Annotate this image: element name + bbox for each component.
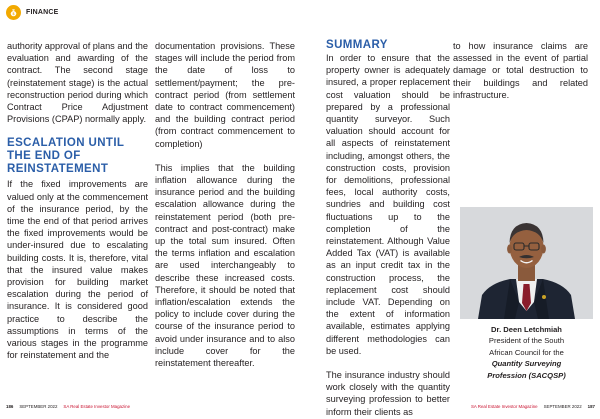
footer-date: SEPTEMBER 2022 bbox=[19, 404, 58, 409]
footer-right bbox=[471, 404, 595, 409]
section-heading-summary: SUMMARY bbox=[326, 39, 388, 51]
caption-name: Dr. Deen Letchmiah bbox=[491, 325, 562, 334]
article-column-3 bbox=[326, 52, 450, 418]
footer-date: SEPTEMBER 2022 bbox=[543, 404, 582, 409]
section-heading-escalation: ESCALATION UNTIL THE END OF REINSTATEMENT bbox=[7, 137, 125, 176]
paragraph: The insurance industry should work closely with the quantity surveying profession to better inform their clients as bbox=[326, 370, 450, 417]
footer-left bbox=[6, 404, 130, 409]
paragraph: authority approval of plans and the evaluation and awarding of the contract. The second stage (reinstatement stage) is the actual reconstruction period during which Contract Price Adjustment Provisions (CPAP) normally apply. bbox=[7, 41, 148, 125]
paragraph: If the fixed improvements are valued only at the commencement of the insurance period, by the time the end of that period arrives the fixed improvements would be under-insured due to escalating building costs. It is, therefore, vital that the insured value makes provision for building market escalation during the period of insurance. It is considered good practice to describe the assumptions in terms of the various stages in the programme for reinstatement and the bbox=[7, 179, 148, 361]
caption-organisation-line: Profession (SACQSP) bbox=[487, 370, 566, 380]
caption-role-line: President of the South bbox=[488, 336, 565, 346]
section-tag bbox=[6, 5, 59, 20]
caption-role-line: African Council for the bbox=[489, 347, 564, 357]
section-label: FINANCE bbox=[26, 9, 59, 16]
paragraph: documentation provisions. These stages will include the period from the date of loss to settlement/payment; the pre-contract period (from settlement date to contract commencement) and the building contract period (from contract commencement to completion) bbox=[155, 41, 295, 149]
paragraph: In order to ensure that the property owner is adequately insured, a proper replacement cost valuation should be prepared by a professional quantity surveyor. Such valuation should account for all aspects of reinstatement including, amongst others, the construction costs, provision for demolitions, professional fees, local authority costs, sundries and building cost fluctuations up to the completion of the reinstatement. Although Value Added Tax (VAT) is available as an input credit tax in the construction process, the replacement cost should include VAT. Depending on the extent of information available, estimates applying different methodologies can be used. bbox=[326, 53, 450, 356]
photo-caption bbox=[460, 324, 593, 381]
page-number: 186 bbox=[6, 404, 14, 409]
paragraph: to how insurance claims are assessed in the event of partial damage or total destruction to their buildings and related infrastructure. bbox=[453, 41, 588, 100]
article-column-1 bbox=[7, 40, 148, 361]
money-bag-icon bbox=[6, 5, 21, 20]
article-column-4 bbox=[453, 40, 588, 101]
page-number: 187 bbox=[587, 404, 595, 409]
paragraph: This implies that the building inflation allowance during the insurance period and the building escalation allowance during the reinstatement period (both pre-contract and post-contract) make up the total sum insured. Often the terms inflation and escalation are used interchangeably to describe these increased costs. Therefore, it should be noted that inflation/escalation extends the policy to include cover during the course of the insurance period to avoid under insurance and to also include cover for the reinstatement thereafter. bbox=[155, 162, 295, 369]
footer-publication: SA Real Estate Investor Magazine bbox=[470, 404, 538, 409]
svg-text:$: $ bbox=[12, 12, 15, 17]
portrait-photo bbox=[460, 207, 593, 319]
caption-organisation-line: Quantity Surveying bbox=[491, 359, 562, 369]
footer-publication: SA Real Estate Investor Magazine bbox=[63, 404, 131, 409]
article-column-2 bbox=[155, 40, 295, 369]
